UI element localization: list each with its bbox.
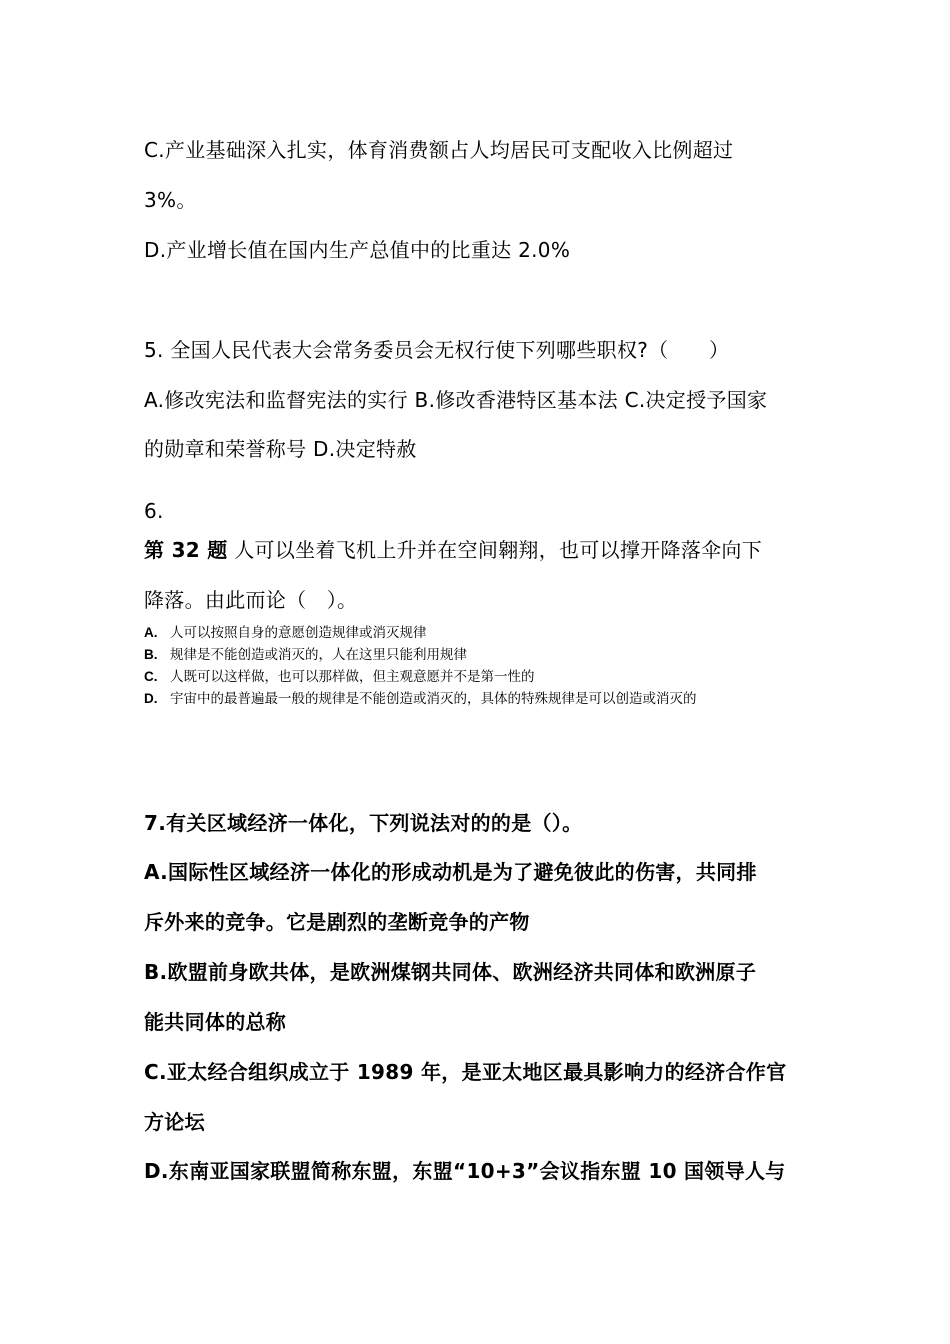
- q6-number: 6.: [144, 499, 164, 523]
- q4-option-c-line2: 3%。: [144, 188, 197, 212]
- q7-option-c-line1: C.亚太经合组织成立于 1989 年，是亚太地区最具影响力的经济合作官: [144, 1060, 787, 1084]
- q6-option-text: 宇宙中的最普遍最一般的规律是不能创造或消灭的，具体的特殊规律是可以创造或消灭的: [170, 691, 697, 707]
- q7-option-b-line1: B.欧盟前身欧共体，是欧洲煤钢共同体、欧洲经济共同体和欧洲原子: [144, 960, 757, 984]
- q7-option-a-line1: A.国际性区域经济一体化的形成动机是为了避免彼此的伤害，共同排: [144, 860, 757, 884]
- q4-option-c-line1: C.产业基础深入扎实，体育消费额占人均居民可支配收入比例超过: [144, 138, 734, 162]
- q7-option-b-line2: 能共同体的总称: [144, 1010, 287, 1034]
- q4-option-d: D.产业增长值在国内生产总值中的比重达 2.0%: [144, 238, 571, 262]
- q7-option-a-line2: 斥外来的竞争。它是剧烈的垄断竞争的产物: [144, 910, 530, 934]
- q5-options-line1: A.修改宪法和监督宪法的实行 B.修改香港特区基本法 C.决定授予国家: [144, 388, 768, 412]
- q7-stem: 7.有关区域经济一体化，下列说法对的的是（）。: [144, 811, 583, 835]
- q6-option-a: [144, 622, 697, 644]
- q6-option-key: A.: [144, 625, 158, 640]
- q6-option-b: [144, 644, 697, 666]
- q7-option-c-line2: 方论坛: [144, 1110, 205, 1134]
- q6-options-image: [144, 622, 697, 710]
- q6-option-text: 人既可以这样做，也可以那样做，但主观意愿并不是第一性的: [170, 669, 535, 685]
- q6-option-text: 规律是不能创造或消灭的，人在这里只能利用规律: [170, 647, 467, 663]
- q6-label: 第 32 题: [144, 538, 228, 562]
- q6-option-key: C.: [144, 669, 158, 684]
- q6-stem-text: 人可以坐着飞机上升并在空间翱翔，也可以撑开降落伞向下: [227, 538, 763, 562]
- q6-option-c: [144, 666, 697, 688]
- q6-stem-line2: 降落。由此而论（ ）。: [144, 588, 358, 612]
- q6-option-key: D.: [144, 691, 158, 706]
- q6-option-d: [144, 688, 697, 710]
- q7-option-d-line1: D.东南亚国家联盟简称东盟，东盟“10+3”会议指东盟 10 国领导人与: [144, 1159, 786, 1183]
- q6-stem-line1: [144, 536, 762, 564]
- q6-option-key: B.: [144, 647, 158, 662]
- q5-options-line2: 的勋章和荣誉称号 D.决定特赦: [144, 437, 417, 461]
- q6-option-text: 人可以按照自身的意愿创造规律或消灭规律: [170, 625, 427, 641]
- q5-stem: 5. 全国人民代表大会常务委员会无权行使下列哪些职权?（ ）: [144, 338, 730, 362]
